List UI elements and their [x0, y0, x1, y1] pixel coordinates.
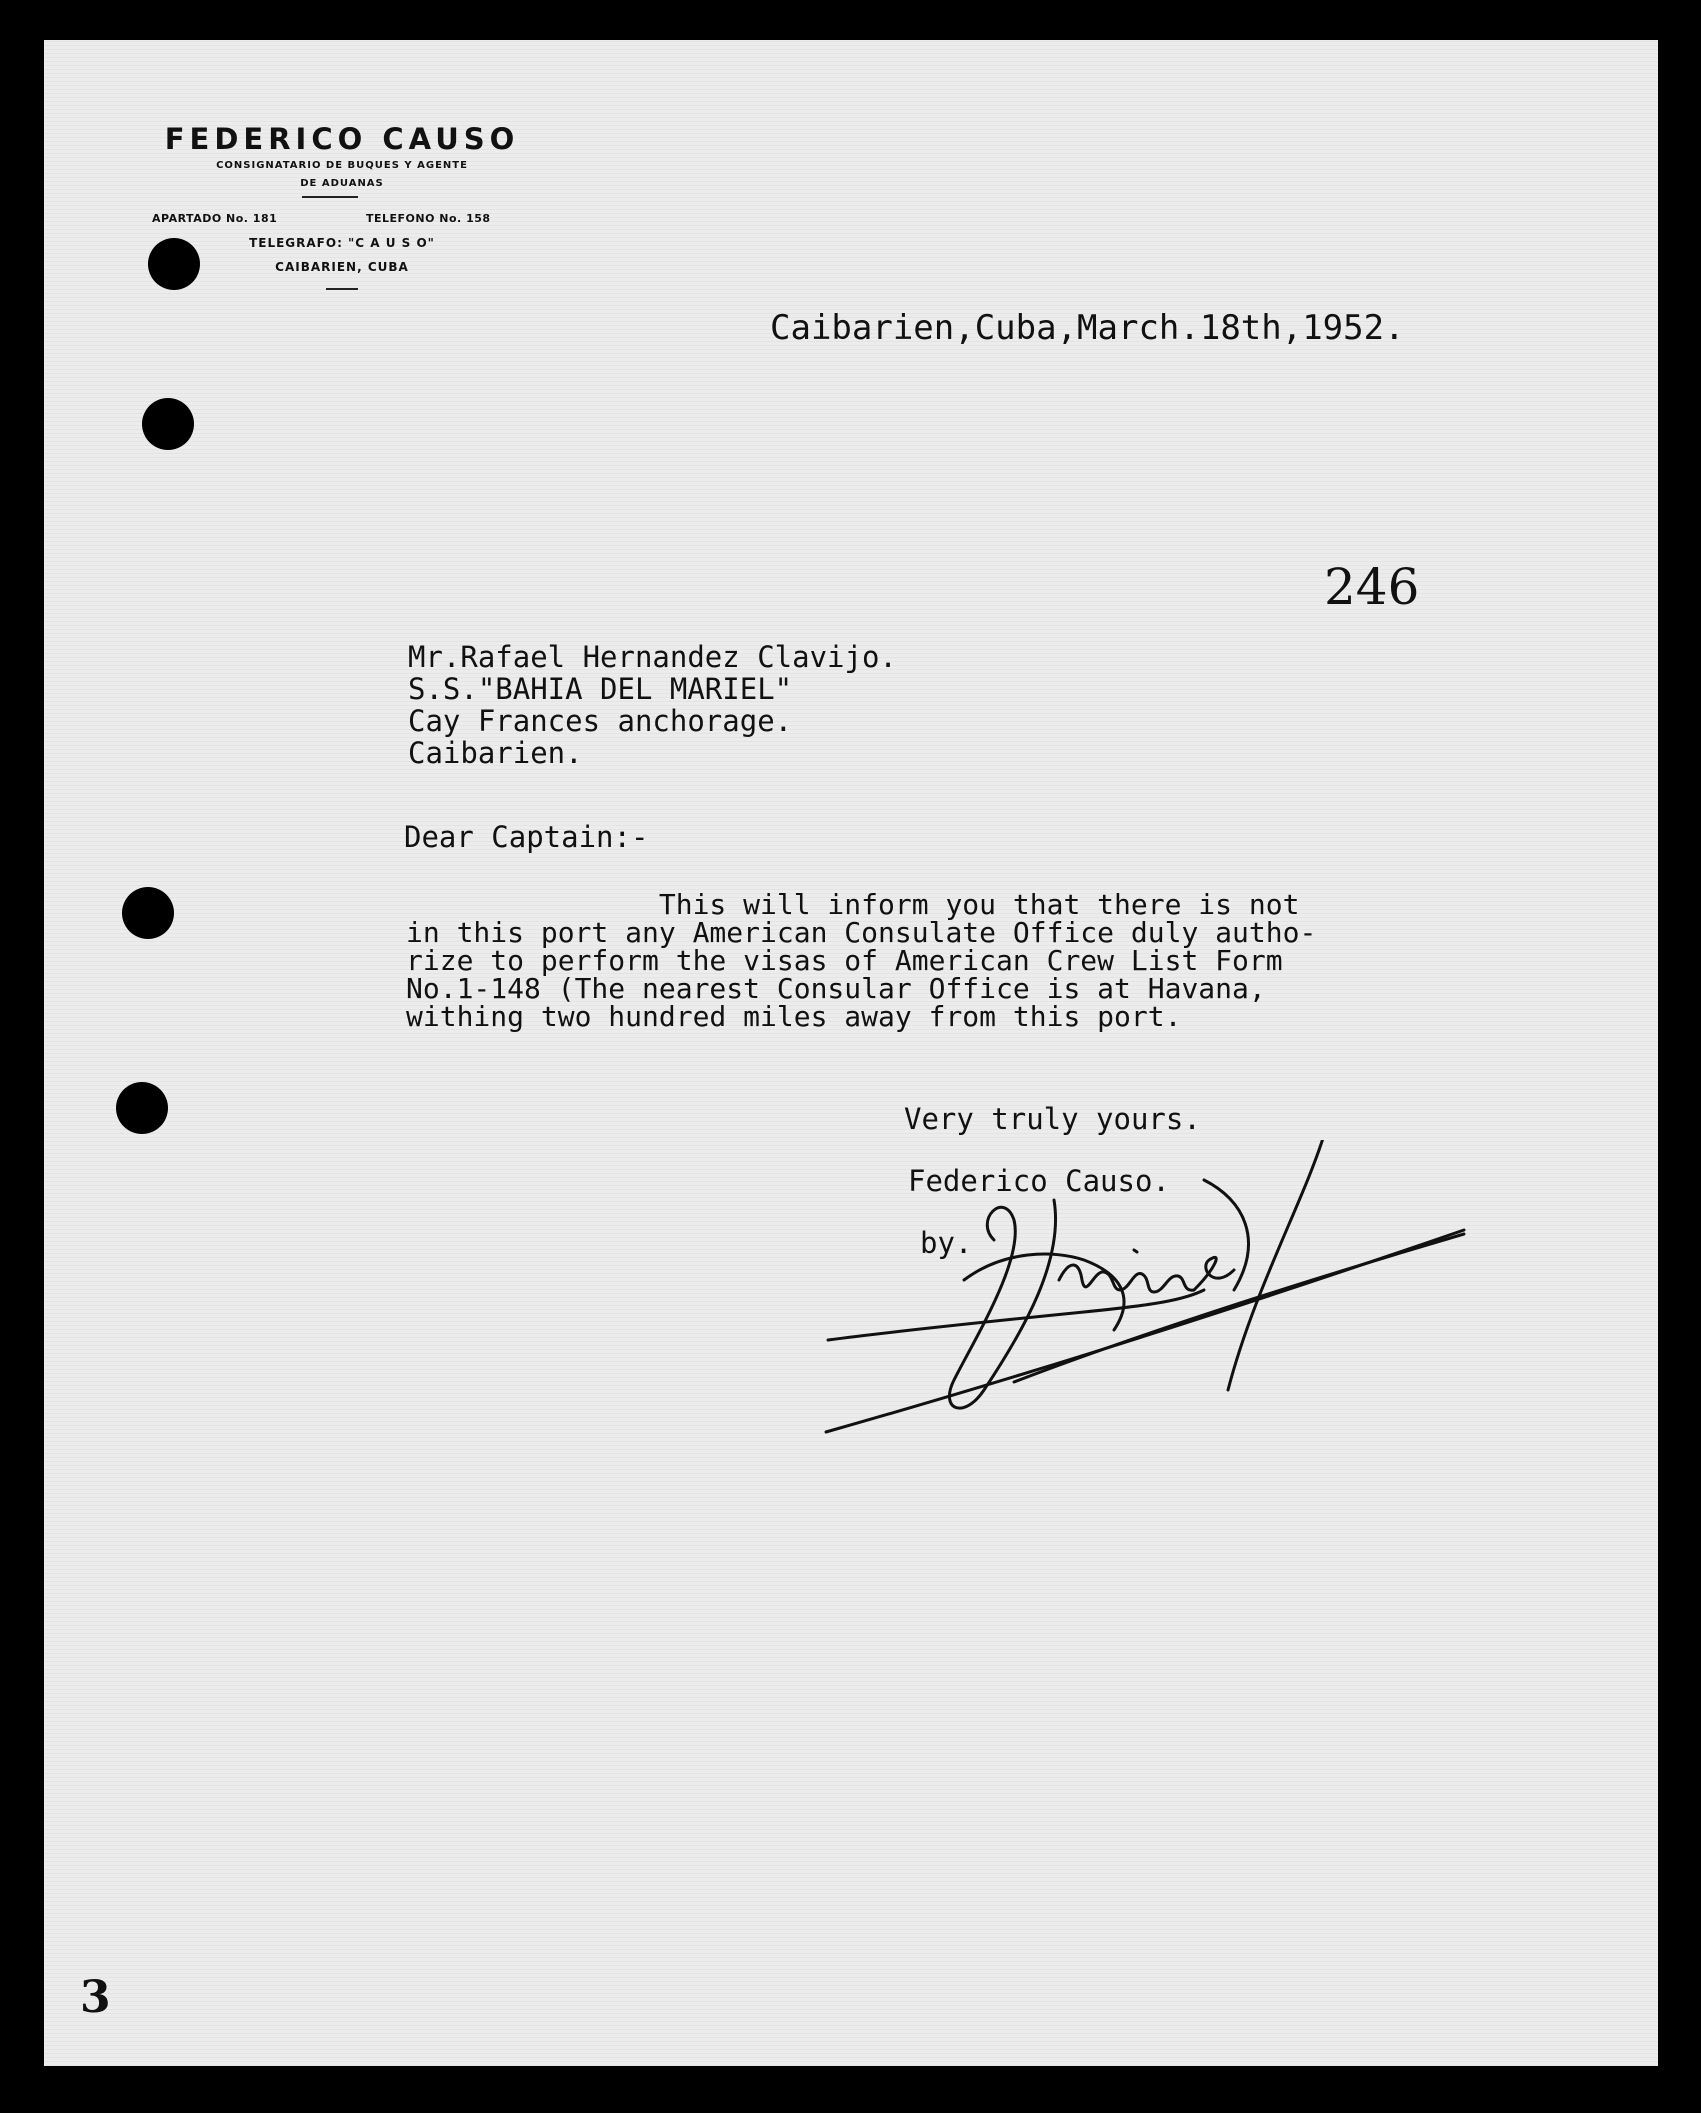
page-mark: 3: [80, 1972, 111, 2023]
body-line: No.1-148 (The nearest Consular Office is at Havana,: [406, 972, 1266, 1005]
punch-hole: [116, 1082, 168, 1134]
letterhead-tagline-2: DE ADUANAS: [300, 178, 384, 189]
letterhead-rule: [326, 288, 358, 290]
punch-hole: [122, 887, 174, 939]
by-label: by.: [920, 1226, 973, 1260]
telegrafo-address: TELEGRAFO: "C A U S O": [249, 236, 435, 250]
apartado-number: APARTADO No. 181: [152, 212, 278, 225]
signatory-name: Federico Causo.: [908, 1164, 1170, 1198]
date-line: Caibarien,Cuba,March.18th,1952.: [770, 308, 1405, 348]
body-line: withing two hundred miles away from this port.: [406, 1000, 1182, 1033]
company-name: FEDERICO CAUSO: [164, 122, 520, 156]
body-line: This will inform you that there is not: [406, 888, 1300, 921]
letterhead-city: CAIBARIEN, CUBA: [275, 260, 409, 274]
recipient-city: Caibarien.: [408, 736, 583, 770]
telefono-number: TELEFONO No. 158: [366, 212, 491, 225]
letterhead-tagline: CONSIGNATARIO DE BUQUES Y AGENTE: [216, 160, 468, 171]
handwritten-signature: [824, 1140, 1524, 1460]
recipient-location: Cay Frances anchorage.: [408, 704, 793, 738]
body-line: in this port any American Consulate Office duly autho-: [406, 916, 1317, 949]
recipient-name: Mr.Rafael Hernandez Clavijo.: [408, 640, 897, 674]
recipient-vessel: S.S."BAHIA DEL MARIEL": [408, 672, 793, 706]
salutation: Dear Captain:-: [404, 820, 649, 854]
punch-hole: [142, 398, 194, 450]
document-number: 246: [1324, 558, 1420, 616]
body-line: rize to perform the visas of American Crew List Form: [406, 944, 1283, 977]
letter-page: [44, 40, 1658, 2066]
closing: Very truly yours.: [904, 1102, 1201, 1136]
letterhead-rule: [302, 196, 358, 198]
